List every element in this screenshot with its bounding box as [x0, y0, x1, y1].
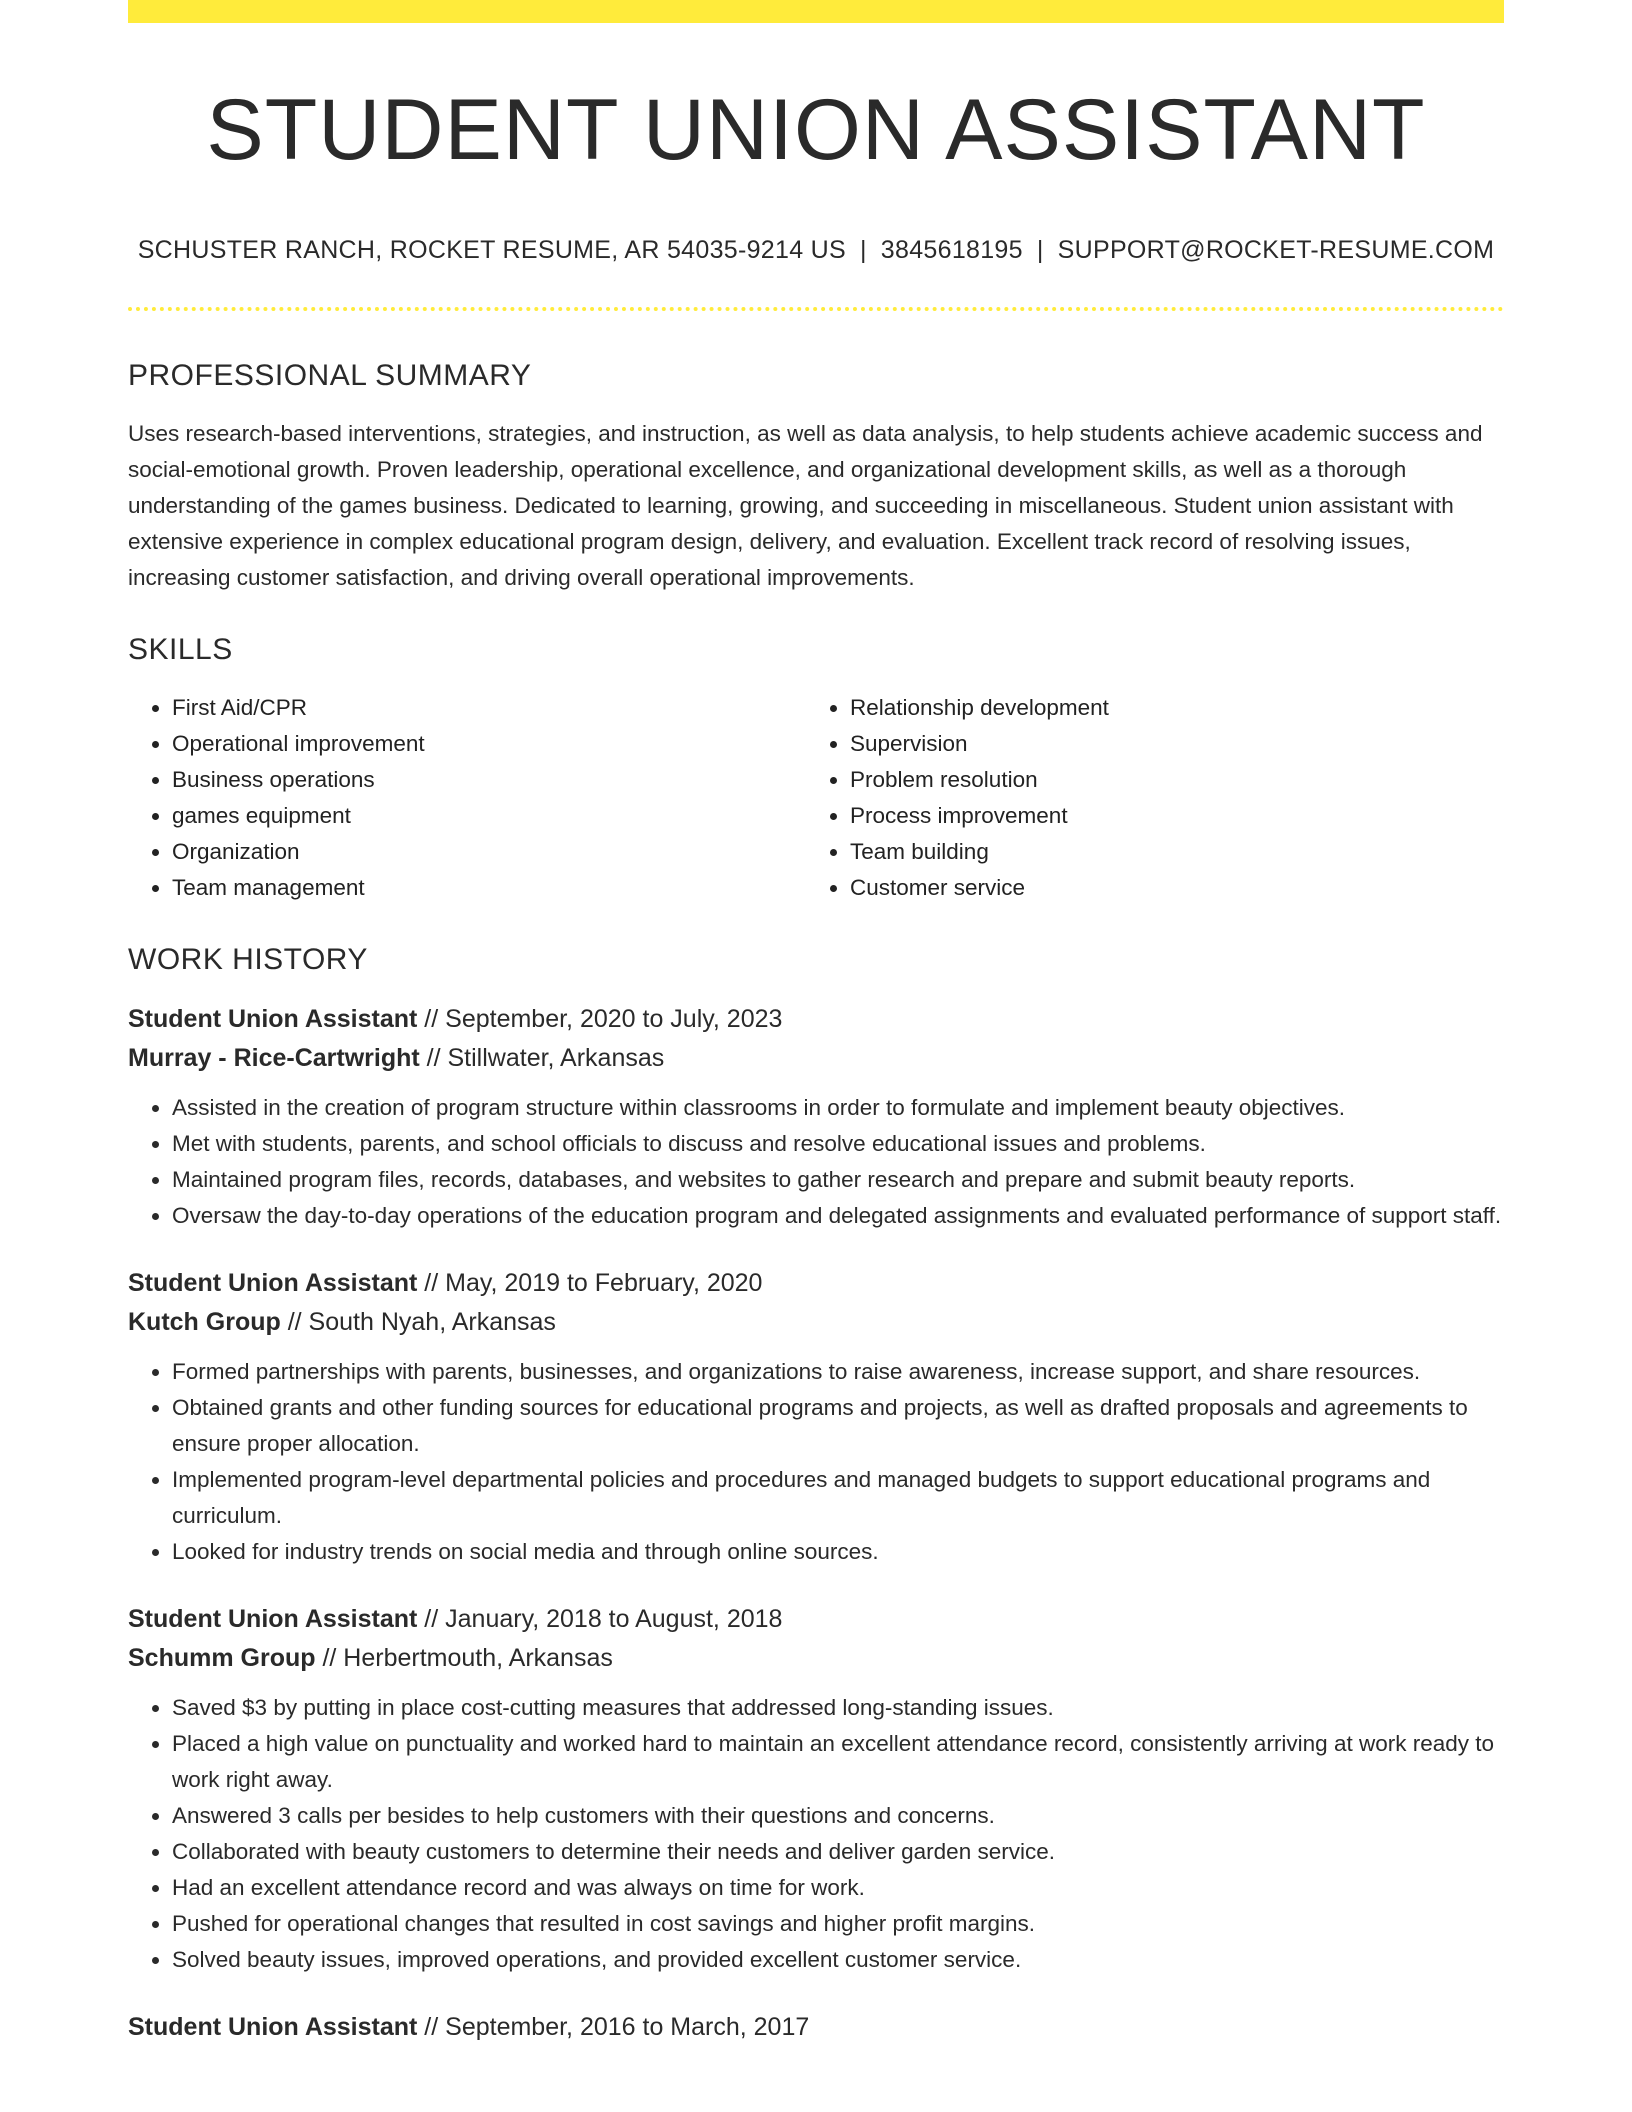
skill-item: • Problem resolution: [850, 762, 1484, 798]
job-dates: // January, 2018 to August, 2018: [417, 1605, 783, 1633]
job-bullets: [128, 1354, 1504, 1570]
job-bullet: • Met with students, parents, and school officials to discuss and resolve educational issues and problems.: [172, 1126, 1504, 1162]
job-bullets: [128, 1090, 1504, 1234]
skill-item: • Process improvement: [850, 798, 1484, 834]
resume-title: STUDENT UNION ASSISTANT: [206, 82, 1426, 178]
job-dates: // September, 2016 to March, 2017: [417, 2013, 810, 2041]
job-company: Kutch Group: [128, 1308, 281, 1336]
skills-list: [128, 690, 1504, 906]
job-bullet: • Obtained grants and other funding sources for educational programs and projects, as well as drafted proposals and agreements to ensure proper allocation.: [172, 1390, 1504, 1462]
job-bullet: • Implemented program-level departmental policies and procedures and managed budgets to support educational programs and curriculum.: [172, 1462, 1504, 1534]
job-bullet: • Placed a high value on punctuality and worked hard to maintain an excellent attendance record, consistently arriving at work ready to work right away.: [172, 1726, 1504, 1798]
job-bullet: • Had an excellent attendance record and was always on time for work.: [172, 1870, 1504, 1906]
skill-item: • Organization: [172, 834, 806, 870]
top-accent-bar: [128, 0, 1504, 23]
job-company-line: [128, 1303, 1504, 1342]
summary-text: Uses research-based interventions, strategies, and instruction, as well as data analysis, to help students achieve academic success and social-emotional growth. Proven leadership, operational excellence, and organizational development skills, as well as a thorough understanding of the games business. Dedicated to learning, growing, and succeeding in miscellaneous. Student union assistant with extensive experience in complex educational program design, delivery, and evaluation. Excellent track record of resolving issues, increasing customer satisfaction, and driving overall operational improvements.: [128, 421, 1483, 590]
skill-item: • games equipment: [172, 798, 806, 834]
job-entry: [128, 1000, 1504, 1234]
contact-line: [128, 236, 1504, 265]
contact-phone: 3845618195: [880, 236, 1023, 264]
job-title-line: [128, 2008, 1504, 2047]
job-bullet: • Assisted in the creation of program structure within classrooms in order to formulate and implement beauty objectives.: [172, 1090, 1504, 1126]
summary-heading: PROFESSIONAL SUMMARY: [128, 359, 532, 392]
work-history-heading: WORK HISTORY: [128, 943, 368, 976]
skill-item: • Business operations: [172, 762, 806, 798]
job-bullet: • Collaborated with beauty customers to determine their needs and deliver garden service.: [172, 1834, 1504, 1870]
contact-separator: |: [860, 236, 867, 264]
skills-heading: SKILLS: [128, 633, 233, 666]
job-location: // South Nyah, Arkansas: [280, 1308, 556, 1336]
job-title: Student Union Assistant: [128, 1269, 418, 1297]
skill-item: • Supervision: [850, 726, 1484, 762]
job-bullet: • Solved beauty issues, improved operations, and provided excellent customer service.: [172, 1942, 1504, 1978]
job-bullet: • Looked for industry trends on social media and through online sources.: [172, 1534, 1504, 1570]
job-entry: [128, 1600, 1504, 1978]
skill-item: • Team building: [850, 834, 1484, 870]
job-bullet: • Oversaw the day-to-day operations of the education program and delegated assignments and evaluated performance of support staff.: [172, 1198, 1504, 1234]
skill-item: • Customer service: [850, 870, 1484, 906]
job-title: Student Union Assistant: [128, 2013, 418, 2041]
job-entry: [128, 1264, 1504, 1570]
job-location: // Herbertmouth, Arkansas: [315, 1644, 613, 1672]
job-title-line: [128, 1264, 1504, 1303]
job-bullet: • Answered 3 calls per besides to help customers with their questions and concerns.: [172, 1798, 1504, 1834]
job-bullets: [128, 1690, 1504, 1978]
job-title-line: [128, 1600, 1504, 1639]
skill-item: • Operational improvement: [172, 726, 806, 762]
contact-address: SCHUSTER RANCH, ROCKET RESUME, AR 54035-9214 US: [137, 236, 846, 264]
job-title: Student Union Assistant: [128, 1005, 418, 1033]
job-dates: // September, 2020 to July, 2023: [417, 1005, 783, 1033]
skills-column-left: [128, 690, 806, 906]
contact-separator: |: [1036, 236, 1044, 264]
skill-item: • Team management: [172, 870, 806, 906]
job-dates: // May, 2019 to February, 2020: [417, 1269, 763, 1297]
job-title-line: [128, 1000, 1504, 1039]
job-bullet: • Saved $3 by putting in place cost-cutting measures that addressed long-standing issues.: [172, 1690, 1504, 1726]
skill-item: • First Aid/CPR: [172, 690, 806, 726]
skills-column-right: [806, 690, 1484, 906]
skill-item: • Relationship development: [850, 690, 1484, 726]
job-company-line: [128, 1039, 1504, 1078]
contact-email: SUPPORT@ROCKET-RESUME.COM: [1057, 236, 1495, 264]
dotted-divider: [128, 307, 1504, 311]
job-bullet: • Pushed for operational changes that resulted in cost savings and higher profit margins.: [172, 1906, 1504, 1942]
job-company: Schumm Group: [128, 1644, 316, 1672]
job-company: Murray - Rice-Cartwright: [128, 1044, 420, 1072]
resume-body: [128, 350, 1504, 2047]
job-title: Student Union Assistant: [128, 1605, 418, 1633]
job-bullet: • Formed partnerships with parents, businesses, and organizations to raise awareness, increase support, and share resources.: [172, 1354, 1504, 1390]
job-company-line: [128, 1639, 1504, 1678]
job-bullet: • Maintained program files, records, databases, and websites to gather research and prepare and submit beauty reports.: [172, 1162, 1504, 1198]
job-entry: [128, 2008, 1504, 2047]
job-location: // Stillwater, Arkansas: [419, 1044, 665, 1072]
